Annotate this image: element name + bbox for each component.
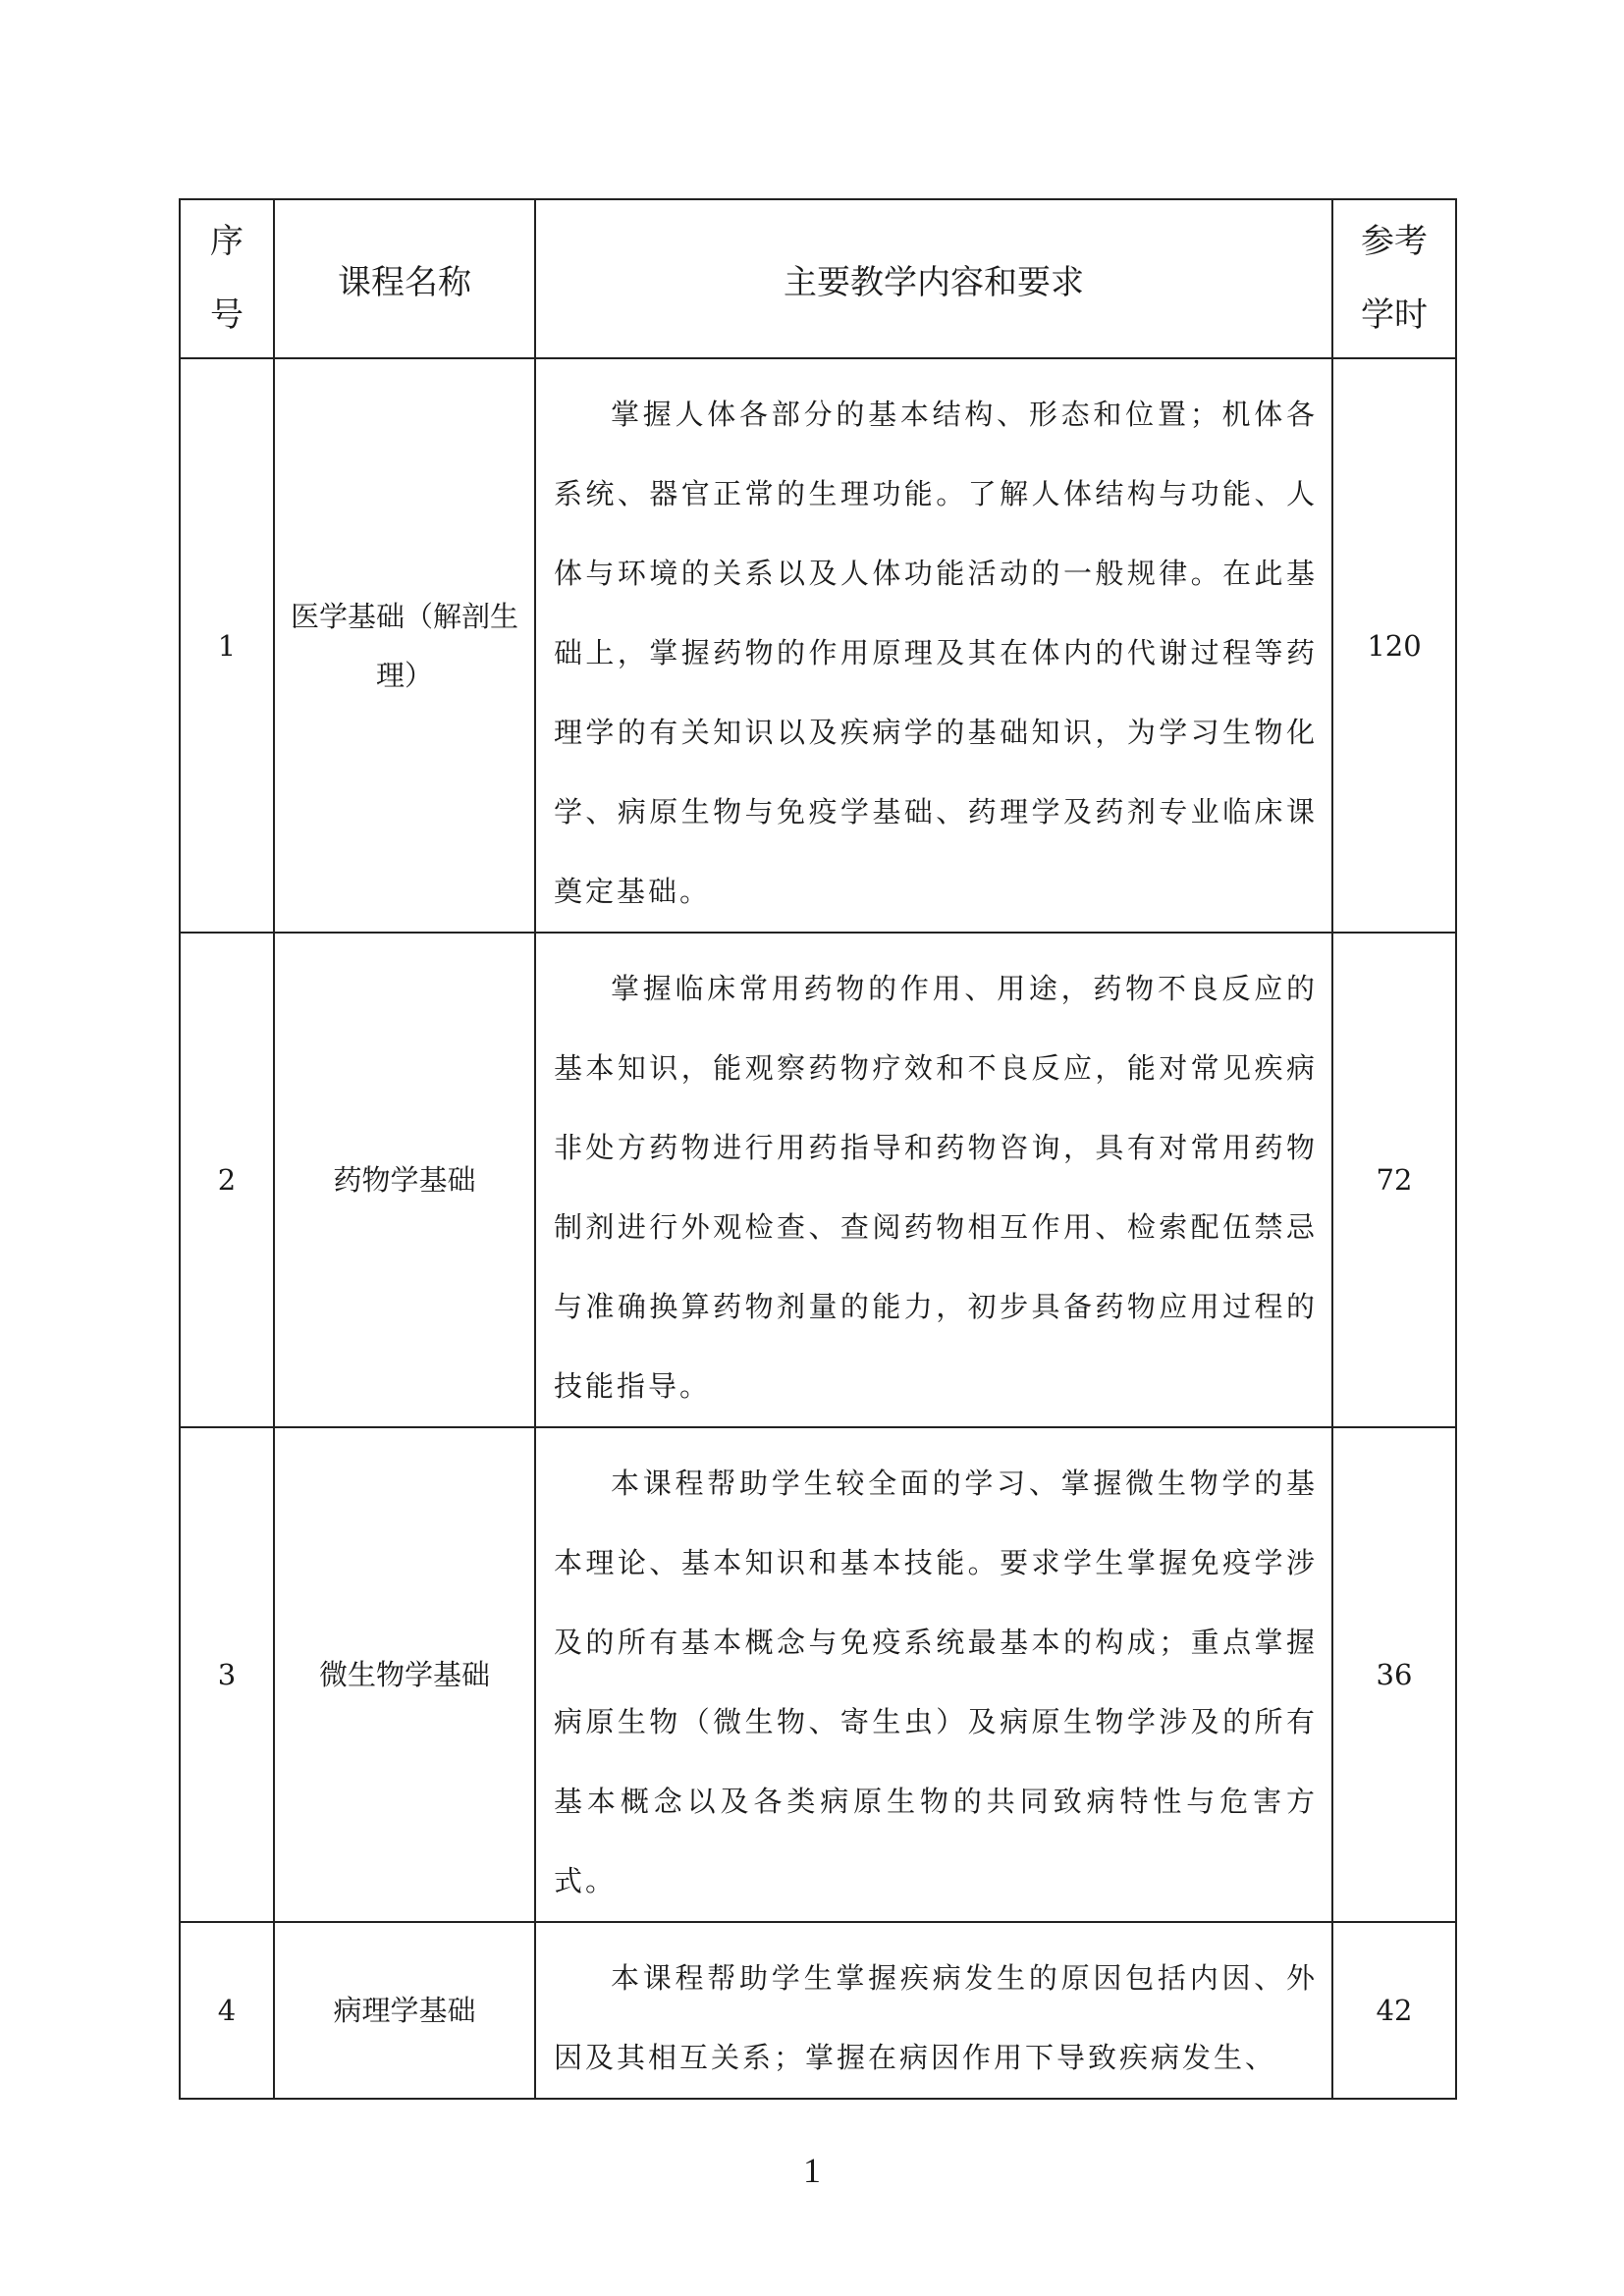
course-content-text: 掌握人体各部分的基本结构、形态和位置；机体各系统、器官正常的生理功能。了解人体结构与功能、人体与环境的关系以及人体功能活动的一般规律。在此基础上，掌握药物的作用原理及其在体内的代谢过程等药理学的有关知识以及疾病学的基础知识，为学习生物化学、病原生物与免疫学基础、药理学及药剂专业临床课奠定基础。 (554, 398, 1318, 908)
course-name: 药物学基础 (274, 933, 535, 1427)
course-name: 病理学基础 (274, 1922, 535, 2099)
table-row (180, 358, 1456, 933)
row-number: 2 (180, 933, 274, 1427)
header-content: 主要教学内容和要求 (535, 199, 1332, 358)
course-hours: 36 (1332, 1427, 1456, 1922)
course-hours: 72 (1332, 933, 1456, 1427)
course-content-text: 掌握临床常用药物的作用、用途，药物不良反应的基本知识，能观察药物疗效和不良反应，能对常见疾病非处方药物进行用药指导和药物咨询，具有对常用药物制剂进行外观检查、查阅药物相互作用、检索配伍禁忌与准确换算药物剂量的能力，初步具备药物应用过程的技能指导。 (554, 972, 1318, 1403)
course-hours: 42 (1332, 1922, 1456, 2099)
header-number-line2: 号 (210, 295, 244, 335)
row-number: 1 (180, 358, 274, 933)
header-hours-line1: 参考 (1361, 222, 1428, 261)
course-table (179, 198, 1457, 2100)
header-hours-line2: 学时 (1361, 295, 1428, 335)
course-content (535, 358, 1332, 933)
header-number-line1: 序 (210, 222, 244, 261)
header-hours (1332, 199, 1456, 358)
page-number: 1 (803, 2151, 821, 2190)
table-row (180, 1922, 1456, 2099)
course-content (535, 1922, 1332, 2099)
course-name: 医学基础（解剖生理） (274, 358, 535, 933)
course-content (535, 1427, 1332, 1922)
course-name: 微生物学基础 (274, 1427, 535, 1922)
row-number: 4 (180, 1922, 274, 2099)
course-content-text: 本课程帮助学生较全面的学习、掌握微生物学的基本理论、基本知识和基本技能。要求学生掌握免疫学涉及的所有基本概念与免疫系统最基本的构成；重点掌握病原生物（微生物、寄生虫）及病原生物学涉及的所有基本概念以及各类病原生物的共同致病特性与危害方式。 (554, 1467, 1318, 1897)
course-content (535, 933, 1332, 1427)
course-hours: 120 (1332, 358, 1456, 933)
table-header-row (180, 199, 1456, 358)
row-number: 3 (180, 1427, 274, 1922)
table-row (180, 933, 1456, 1427)
header-course-name: 课程名称 (274, 199, 535, 358)
header-number (180, 199, 274, 358)
course-content-text: 本课程帮助学生掌握疾病发生的原因包括内因、外因及其相互关系；掌握在病因作用下导致疾病发生、 (554, 1961, 1318, 2074)
table-row (180, 1427, 1456, 1922)
